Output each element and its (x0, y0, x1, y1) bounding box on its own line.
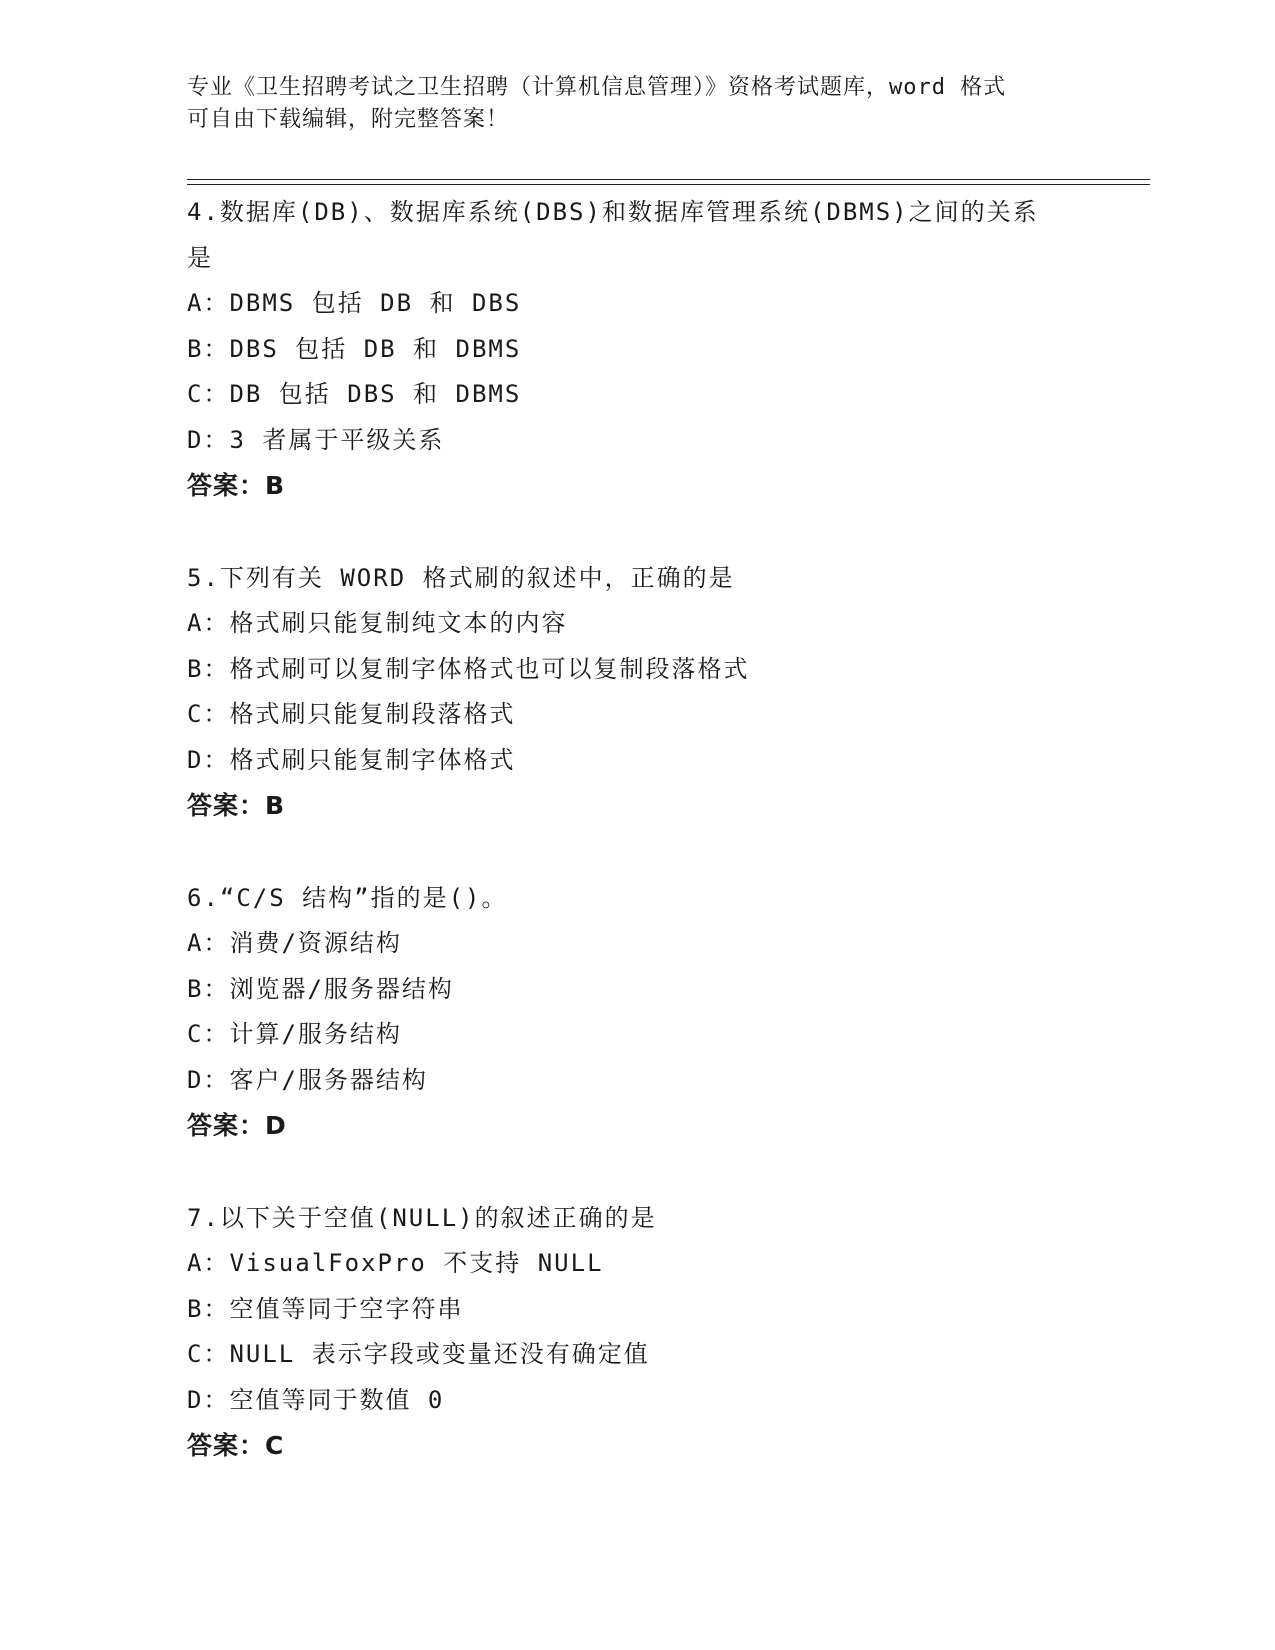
answer-label: 答案： (187, 791, 266, 820)
question-4 (187, 190, 1087, 509)
option-c: C：计算/服务结构 (187, 1020, 402, 1048)
option-b: B：DBS 包括 DB 和 DBMS (187, 334, 522, 363)
answer-value: B (265, 791, 286, 820)
answer-line (187, 463, 1087, 509)
question-stem-line-1: 4.数据库(DB)、数据库系统(DBS)和数据库管理系统(DBMS)之间的关系 (187, 198, 1039, 226)
question-5 (187, 556, 1087, 829)
option-a: A：DBMS 包括 DB 和 DBS (187, 289, 522, 317)
question-7 (187, 1196, 1087, 1469)
answer-value: D (265, 1111, 287, 1140)
answer-label: 答案： (187, 471, 266, 500)
header-line-2: 可自由下载编辑，附完整答案！ (187, 107, 510, 132)
option-d: D：空值等同于数值 0 (187, 1385, 445, 1414)
header-line-1: 专业《卫生招聘考试之卫生招聘（计算机信息管理）》资格考试题库，word 格式 (187, 75, 1007, 100)
answer-line (187, 783, 1087, 829)
answer-line (187, 1423, 1087, 1469)
option-a: A：格式刷只能复制纯文本的内容 (187, 609, 568, 637)
question-stem (187, 190, 1087, 281)
option-a: A：消费/资源结构 (187, 929, 402, 957)
option-b: B：浏览器/服务器结构 (187, 974, 454, 1003)
answer-line (187, 1103, 1087, 1149)
answer-label: 答案： (187, 1111, 266, 1140)
option-d: D：格式刷只能复制字体格式 (187, 745, 516, 774)
document-header (187, 72, 1087, 136)
option-d: D：客户/服务器结构 (187, 1065, 428, 1094)
option-a: A：VisualFoxPro 不支持 NULL (187, 1249, 604, 1277)
header-divider-bottom (187, 184, 1150, 185)
option-b: B：格式刷可以复制字体格式也可以复制段落格式 (187, 654, 750, 683)
answer-value: B (265, 471, 286, 500)
question-stem: 6.“C/S 结构”指的是()。 (187, 883, 508, 912)
option-d: D：3 者属于平级关系 (187, 425, 445, 454)
question-list (187, 190, 1087, 1469)
answer-label: 答案： (187, 1431, 266, 1460)
option-c: C：格式刷只能复制段落格式 (187, 700, 516, 728)
question-stem: 5.下列有关 WORD 格式刷的叙述中，正确的是 (187, 563, 735, 592)
option-c: C：DB 包括 DBS 和 DBMS (187, 380, 522, 408)
answer-value: C (265, 1431, 285, 1460)
option-c: C：NULL 表示字段或变量还没有确定值 (187, 1340, 650, 1368)
question-6 (187, 876, 1087, 1149)
question-stem: 7.以下关于空值(NULL)的叙述正确的是 (187, 1203, 657, 1232)
option-b: B：空值等同于空字符串 (187, 1294, 464, 1323)
header-divider-top (187, 179, 1150, 180)
question-stem-line-2: 是 (187, 243, 213, 272)
